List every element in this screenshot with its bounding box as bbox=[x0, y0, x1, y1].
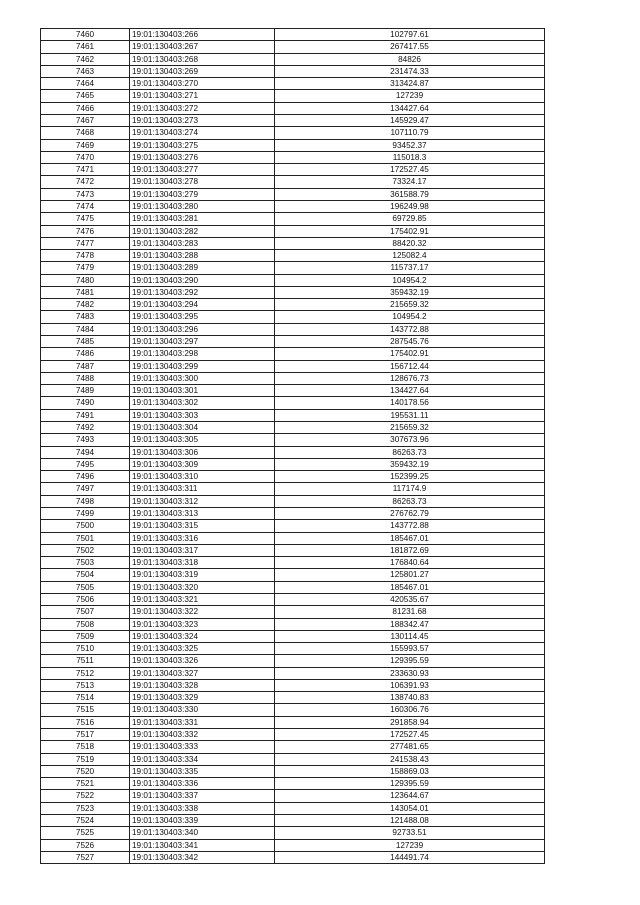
table-row bbox=[41, 753, 545, 765]
value-cell: 172527.45 bbox=[275, 164, 545, 176]
table-row bbox=[41, 336, 545, 348]
value-cell: 181872.69 bbox=[275, 544, 545, 556]
cadastral-number-cell: 19:01:130403:342 bbox=[130, 851, 275, 863]
table-row bbox=[41, 237, 545, 249]
value-cell: 107110.79 bbox=[275, 127, 545, 139]
row-number-cell: 7475 bbox=[41, 213, 130, 225]
table-row bbox=[41, 311, 545, 323]
row-number-cell: 7473 bbox=[41, 188, 130, 200]
value-cell: 128676.73 bbox=[275, 372, 545, 384]
value-cell: 175402.91 bbox=[275, 225, 545, 237]
value-cell: 81231.68 bbox=[275, 606, 545, 618]
cadastral-number-cell: 19:01:130403:300 bbox=[130, 372, 275, 384]
value-cell: 143772.88 bbox=[275, 323, 545, 335]
row-number-cell: 7494 bbox=[41, 446, 130, 458]
cadastral-number-cell: 19:01:130403:301 bbox=[130, 385, 275, 397]
row-number-cell: 7495 bbox=[41, 458, 130, 470]
value-cell: 125801.27 bbox=[275, 569, 545, 581]
value-cell: 276762.79 bbox=[275, 507, 545, 519]
value-cell: 277481.65 bbox=[275, 741, 545, 753]
cadastral-number-cell: 19:01:130403:302 bbox=[130, 397, 275, 409]
table-row bbox=[41, 139, 545, 151]
row-number-cell: 7470 bbox=[41, 151, 130, 163]
value-cell: 185467.01 bbox=[275, 581, 545, 593]
table-row bbox=[41, 397, 545, 409]
row-number-cell: 7463 bbox=[41, 65, 130, 77]
value-cell: 86263.73 bbox=[275, 495, 545, 507]
row-number-cell: 7511 bbox=[41, 655, 130, 667]
row-number-cell: 7499 bbox=[41, 507, 130, 519]
cadastral-number-cell: 19:01:130403:325 bbox=[130, 643, 275, 655]
row-number-cell: 7467 bbox=[41, 114, 130, 126]
table-row bbox=[41, 471, 545, 483]
row-number-cell: 7484 bbox=[41, 323, 130, 335]
table-row bbox=[41, 507, 545, 519]
table-row bbox=[41, 250, 545, 262]
value-cell: 73324.17 bbox=[275, 176, 545, 188]
table-row bbox=[41, 593, 545, 605]
cadastral-number-cell: 19:01:130403:278 bbox=[130, 176, 275, 188]
value-cell: 104954.2 bbox=[275, 274, 545, 286]
row-number-cell: 7477 bbox=[41, 237, 130, 249]
row-number-cell: 7483 bbox=[41, 311, 130, 323]
value-cell: 215659.32 bbox=[275, 422, 545, 434]
table-row bbox=[41, 213, 545, 225]
table-row bbox=[41, 41, 545, 53]
row-number-cell: 7461 bbox=[41, 41, 130, 53]
value-cell: 359432.19 bbox=[275, 286, 545, 298]
table-row bbox=[41, 532, 545, 544]
cadastral-number-cell: 19:01:130403:297 bbox=[130, 336, 275, 348]
value-cell: 121488.08 bbox=[275, 815, 545, 827]
row-number-cell: 7466 bbox=[41, 102, 130, 114]
row-number-cell: 7468 bbox=[41, 127, 130, 139]
cadastral-number-cell: 19:01:130403:341 bbox=[130, 839, 275, 851]
cadastral-number-cell: 19:01:130403:282 bbox=[130, 225, 275, 237]
value-cell: 125082.4 bbox=[275, 250, 545, 262]
table-row bbox=[41, 679, 545, 691]
value-cell: 104954.2 bbox=[275, 311, 545, 323]
table-row bbox=[41, 839, 545, 851]
row-number-cell: 7514 bbox=[41, 692, 130, 704]
cadastral-number-cell: 19:01:130403:266 bbox=[130, 29, 275, 41]
row-number-cell: 7497 bbox=[41, 483, 130, 495]
row-number-cell: 7523 bbox=[41, 802, 130, 814]
value-cell: 160306.76 bbox=[275, 704, 545, 716]
row-number-cell: 7507 bbox=[41, 606, 130, 618]
table-row bbox=[41, 422, 545, 434]
row-number-cell: 7493 bbox=[41, 434, 130, 446]
row-number-cell: 7512 bbox=[41, 667, 130, 679]
table-row bbox=[41, 114, 545, 126]
cadastral-number-cell: 19:01:130403:323 bbox=[130, 618, 275, 630]
row-number-cell: 7488 bbox=[41, 372, 130, 384]
cadastral-number-cell: 19:01:130403:335 bbox=[130, 765, 275, 777]
value-cell: 127239 bbox=[275, 839, 545, 851]
table-row bbox=[41, 851, 545, 863]
cadastral-number-cell: 19:01:130403:312 bbox=[130, 495, 275, 507]
value-cell: 188342.47 bbox=[275, 618, 545, 630]
row-number-cell: 7471 bbox=[41, 164, 130, 176]
cadastral-number-cell: 19:01:130403:296 bbox=[130, 323, 275, 335]
row-number-cell: 7517 bbox=[41, 729, 130, 741]
value-cell: 134427.64 bbox=[275, 102, 545, 114]
row-number-cell: 7465 bbox=[41, 90, 130, 102]
value-cell: 307673.96 bbox=[275, 434, 545, 446]
table-body bbox=[41, 29, 545, 864]
value-cell: 172527.45 bbox=[275, 729, 545, 741]
table-row bbox=[41, 78, 545, 90]
cadastral-number-cell: 19:01:130403:290 bbox=[130, 274, 275, 286]
cadastral-number-cell: 19:01:130403:309 bbox=[130, 458, 275, 470]
cadastral-number-cell: 19:01:130403:315 bbox=[130, 520, 275, 532]
value-cell: 231474.33 bbox=[275, 65, 545, 77]
table-row bbox=[41, 458, 545, 470]
cadastral-number-cell: 19:01:130403:338 bbox=[130, 802, 275, 814]
table-row bbox=[41, 495, 545, 507]
row-number-cell: 7480 bbox=[41, 274, 130, 286]
value-cell: 69729.85 bbox=[275, 213, 545, 225]
value-cell: 86263.73 bbox=[275, 446, 545, 458]
cadastral-number-cell: 19:01:130403:294 bbox=[130, 299, 275, 311]
cadastral-number-cell: 19:01:130403:275 bbox=[130, 139, 275, 151]
cadastral-number-cell: 19:01:130403:328 bbox=[130, 679, 275, 691]
table-row bbox=[41, 802, 545, 814]
cadastral-number-cell: 19:01:130403:269 bbox=[130, 65, 275, 77]
table-row bbox=[41, 741, 545, 753]
row-number-cell: 7506 bbox=[41, 593, 130, 605]
cadastral-number-cell: 19:01:130403:337 bbox=[130, 790, 275, 802]
table-row bbox=[41, 790, 545, 802]
value-cell: 123644.67 bbox=[275, 790, 545, 802]
table-row bbox=[41, 557, 545, 569]
cadastral-number-cell: 19:01:130403:277 bbox=[130, 164, 275, 176]
row-number-cell: 7510 bbox=[41, 643, 130, 655]
row-number-cell: 7489 bbox=[41, 385, 130, 397]
value-cell: 175402.91 bbox=[275, 348, 545, 360]
value-cell: 287545.76 bbox=[275, 336, 545, 348]
row-number-cell: 7474 bbox=[41, 200, 130, 212]
table-row bbox=[41, 274, 545, 286]
table-row bbox=[41, 286, 545, 298]
row-number-cell: 7522 bbox=[41, 790, 130, 802]
cadastral-number-cell: 19:01:130403:329 bbox=[130, 692, 275, 704]
value-cell: 127239 bbox=[275, 90, 545, 102]
value-cell: 106391.93 bbox=[275, 679, 545, 691]
table-row bbox=[41, 618, 545, 630]
row-number-cell: 7485 bbox=[41, 336, 130, 348]
value-cell: 359432.19 bbox=[275, 458, 545, 470]
value-cell: 195531.11 bbox=[275, 409, 545, 421]
row-number-cell: 7487 bbox=[41, 360, 130, 372]
table-row bbox=[41, 667, 545, 679]
cadastral-number-cell: 19:01:130403:324 bbox=[130, 630, 275, 642]
row-number-cell: 7518 bbox=[41, 741, 130, 753]
cadastral-number-cell: 19:01:130403:331 bbox=[130, 716, 275, 728]
value-cell: 241538.43 bbox=[275, 753, 545, 765]
table-row bbox=[41, 188, 545, 200]
table-row bbox=[41, 102, 545, 114]
row-number-cell: 7515 bbox=[41, 704, 130, 716]
row-number-cell: 7486 bbox=[41, 348, 130, 360]
value-cell: 129395.59 bbox=[275, 655, 545, 667]
row-number-cell: 7490 bbox=[41, 397, 130, 409]
table-row bbox=[41, 385, 545, 397]
row-number-cell: 7464 bbox=[41, 78, 130, 90]
cadastral-number-cell: 19:01:130403:274 bbox=[130, 127, 275, 139]
table-row bbox=[41, 348, 545, 360]
cadastral-number-cell: 19:01:130403:281 bbox=[130, 213, 275, 225]
table-row bbox=[41, 581, 545, 593]
table-row bbox=[41, 409, 545, 421]
row-number-cell: 7519 bbox=[41, 753, 130, 765]
table-row bbox=[41, 716, 545, 728]
row-number-cell: 7508 bbox=[41, 618, 130, 630]
table-row bbox=[41, 65, 545, 77]
cadastral-number-cell: 19:01:130403:268 bbox=[130, 53, 275, 65]
table-row bbox=[41, 606, 545, 618]
cadastral-number-cell: 19:01:130403:313 bbox=[130, 507, 275, 519]
table-row bbox=[41, 630, 545, 642]
value-cell: 267417.55 bbox=[275, 41, 545, 53]
cadastral-number-cell: 19:01:130403:305 bbox=[130, 434, 275, 446]
cadastral-number-cell: 19:01:130403:340 bbox=[130, 827, 275, 839]
cadastral-number-cell: 19:01:130403:306 bbox=[130, 446, 275, 458]
row-number-cell: 7521 bbox=[41, 778, 130, 790]
cadastral-number-cell: 19:01:130403:322 bbox=[130, 606, 275, 618]
row-number-cell: 7502 bbox=[41, 544, 130, 556]
cadastral-number-cell: 19:01:130403:295 bbox=[130, 311, 275, 323]
row-number-cell: 7524 bbox=[41, 815, 130, 827]
cadastral-number-cell: 19:01:130403:319 bbox=[130, 569, 275, 581]
value-cell: 152399.25 bbox=[275, 471, 545, 483]
row-number-cell: 7469 bbox=[41, 139, 130, 151]
value-cell: 130114.45 bbox=[275, 630, 545, 642]
cadastral-number-cell: 19:01:130403:276 bbox=[130, 151, 275, 163]
cadastral-number-cell: 19:01:130403:327 bbox=[130, 667, 275, 679]
table-row bbox=[41, 323, 545, 335]
row-number-cell: 7500 bbox=[41, 520, 130, 532]
value-cell: 93452.37 bbox=[275, 139, 545, 151]
row-number-cell: 7496 bbox=[41, 471, 130, 483]
table-row bbox=[41, 90, 545, 102]
cadastral-number-cell: 19:01:130403:270 bbox=[130, 78, 275, 90]
table-row bbox=[41, 176, 545, 188]
value-cell: 143772.88 bbox=[275, 520, 545, 532]
table-row bbox=[41, 729, 545, 741]
value-cell: 117174.9 bbox=[275, 483, 545, 495]
table-row bbox=[41, 360, 545, 372]
row-number-cell: 7492 bbox=[41, 422, 130, 434]
value-cell: 92733.51 bbox=[275, 827, 545, 839]
cadastral-number-cell: 19:01:130403:334 bbox=[130, 753, 275, 765]
table-row bbox=[41, 483, 545, 495]
table-row bbox=[41, 200, 545, 212]
row-number-cell: 7472 bbox=[41, 176, 130, 188]
row-number-cell: 7525 bbox=[41, 827, 130, 839]
cadastral-number-cell: 19:01:130403:289 bbox=[130, 262, 275, 274]
cadastral-number-cell: 19:01:130403:310 bbox=[130, 471, 275, 483]
cadastral-number-cell: 19:01:130403:298 bbox=[130, 348, 275, 360]
cadastral-number-cell: 19:01:130403:320 bbox=[130, 581, 275, 593]
row-number-cell: 7520 bbox=[41, 765, 130, 777]
value-cell: 291858.94 bbox=[275, 716, 545, 728]
value-cell: 138740.83 bbox=[275, 692, 545, 704]
value-cell: 88420.32 bbox=[275, 237, 545, 249]
row-number-cell: 7498 bbox=[41, 495, 130, 507]
row-number-cell: 7476 bbox=[41, 225, 130, 237]
value-cell: 361588.79 bbox=[275, 188, 545, 200]
cadastral-number-cell: 19:01:130403:280 bbox=[130, 200, 275, 212]
value-cell: 176840.64 bbox=[275, 557, 545, 569]
value-cell: 102797.61 bbox=[275, 29, 545, 41]
cadastral-number-cell: 19:01:130403:330 bbox=[130, 704, 275, 716]
row-number-cell: 7526 bbox=[41, 839, 130, 851]
table-row bbox=[41, 520, 545, 532]
table-row bbox=[41, 704, 545, 716]
value-cell: 215659.32 bbox=[275, 299, 545, 311]
cadastral-number-cell: 19:01:130403:316 bbox=[130, 532, 275, 544]
table-row bbox=[41, 544, 545, 556]
value-cell: 115018.3 bbox=[275, 151, 545, 163]
row-number-cell: 7509 bbox=[41, 630, 130, 642]
row-number-cell: 7501 bbox=[41, 532, 130, 544]
cadastral-number-cell: 19:01:130403:273 bbox=[130, 114, 275, 126]
row-number-cell: 7482 bbox=[41, 299, 130, 311]
row-number-cell: 7503 bbox=[41, 557, 130, 569]
cadastral-number-cell: 19:01:130403:279 bbox=[130, 188, 275, 200]
row-number-cell: 7479 bbox=[41, 262, 130, 274]
value-cell: 158869.03 bbox=[275, 765, 545, 777]
value-cell: 143054.01 bbox=[275, 802, 545, 814]
value-cell: 196249.98 bbox=[275, 200, 545, 212]
table-row bbox=[41, 53, 545, 65]
value-cell: 140178.56 bbox=[275, 397, 545, 409]
cadastral-number-cell: 19:01:130403:326 bbox=[130, 655, 275, 667]
table-row bbox=[41, 151, 545, 163]
table-row bbox=[41, 372, 545, 384]
land-parcel-table bbox=[40, 28, 545, 864]
row-number-cell: 7491 bbox=[41, 409, 130, 421]
table-row bbox=[41, 446, 545, 458]
value-cell: 129395.59 bbox=[275, 778, 545, 790]
value-cell: 144491.74 bbox=[275, 851, 545, 863]
table-row bbox=[41, 29, 545, 41]
value-cell: 420535.67 bbox=[275, 593, 545, 605]
table-row bbox=[41, 299, 545, 311]
table-row bbox=[41, 164, 545, 176]
cadastral-number-cell: 19:01:130403:283 bbox=[130, 237, 275, 249]
value-cell: 155993.57 bbox=[275, 643, 545, 655]
cadastral-number-cell: 19:01:130403:311 bbox=[130, 483, 275, 495]
cadastral-number-cell: 19:01:130403:288 bbox=[130, 250, 275, 262]
value-cell: 84826 bbox=[275, 53, 545, 65]
value-cell: 233630.93 bbox=[275, 667, 545, 679]
value-cell: 313424.87 bbox=[275, 78, 545, 90]
table-row bbox=[41, 225, 545, 237]
table-row bbox=[41, 765, 545, 777]
row-number-cell: 7504 bbox=[41, 569, 130, 581]
row-number-cell: 7527 bbox=[41, 851, 130, 863]
value-cell: 156712.44 bbox=[275, 360, 545, 372]
row-number-cell: 7481 bbox=[41, 286, 130, 298]
cadastral-number-cell: 19:01:130403:267 bbox=[130, 41, 275, 53]
cadastral-number-cell: 19:01:130403:317 bbox=[130, 544, 275, 556]
table-row bbox=[41, 262, 545, 274]
table-row bbox=[41, 434, 545, 446]
table-row bbox=[41, 778, 545, 790]
cadastral-number-cell: 19:01:130403:321 bbox=[130, 593, 275, 605]
cadastral-number-cell: 19:01:130403:304 bbox=[130, 422, 275, 434]
table-row bbox=[41, 827, 545, 839]
cadastral-number-cell: 19:01:130403:299 bbox=[130, 360, 275, 372]
cadastral-number-cell: 19:01:130403:303 bbox=[130, 409, 275, 421]
row-number-cell: 7513 bbox=[41, 679, 130, 691]
value-cell: 185467.01 bbox=[275, 532, 545, 544]
cadastral-number-cell: 19:01:130403:271 bbox=[130, 90, 275, 102]
value-cell: 115737.17 bbox=[275, 262, 545, 274]
row-number-cell: 7505 bbox=[41, 581, 130, 593]
row-number-cell: 7460 bbox=[41, 29, 130, 41]
value-cell: 145929.47 bbox=[275, 114, 545, 126]
table-row bbox=[41, 569, 545, 581]
table-row bbox=[41, 643, 545, 655]
value-cell: 134427.64 bbox=[275, 385, 545, 397]
table-row bbox=[41, 815, 545, 827]
table-row bbox=[41, 692, 545, 704]
cadastral-number-cell: 19:01:130403:272 bbox=[130, 102, 275, 114]
table-row bbox=[41, 655, 545, 667]
cadastral-number-cell: 19:01:130403:339 bbox=[130, 815, 275, 827]
cadastral-number-cell: 19:01:130403:333 bbox=[130, 741, 275, 753]
row-number-cell: 7478 bbox=[41, 250, 130, 262]
cadastral-number-cell: 19:01:130403:332 bbox=[130, 729, 275, 741]
row-number-cell: 7462 bbox=[41, 53, 130, 65]
cadastral-number-cell: 19:01:130403:336 bbox=[130, 778, 275, 790]
table-row bbox=[41, 127, 545, 139]
cadastral-number-cell: 19:01:130403:318 bbox=[130, 557, 275, 569]
cadastral-number-cell: 19:01:130403:292 bbox=[130, 286, 275, 298]
row-number-cell: 7516 bbox=[41, 716, 130, 728]
